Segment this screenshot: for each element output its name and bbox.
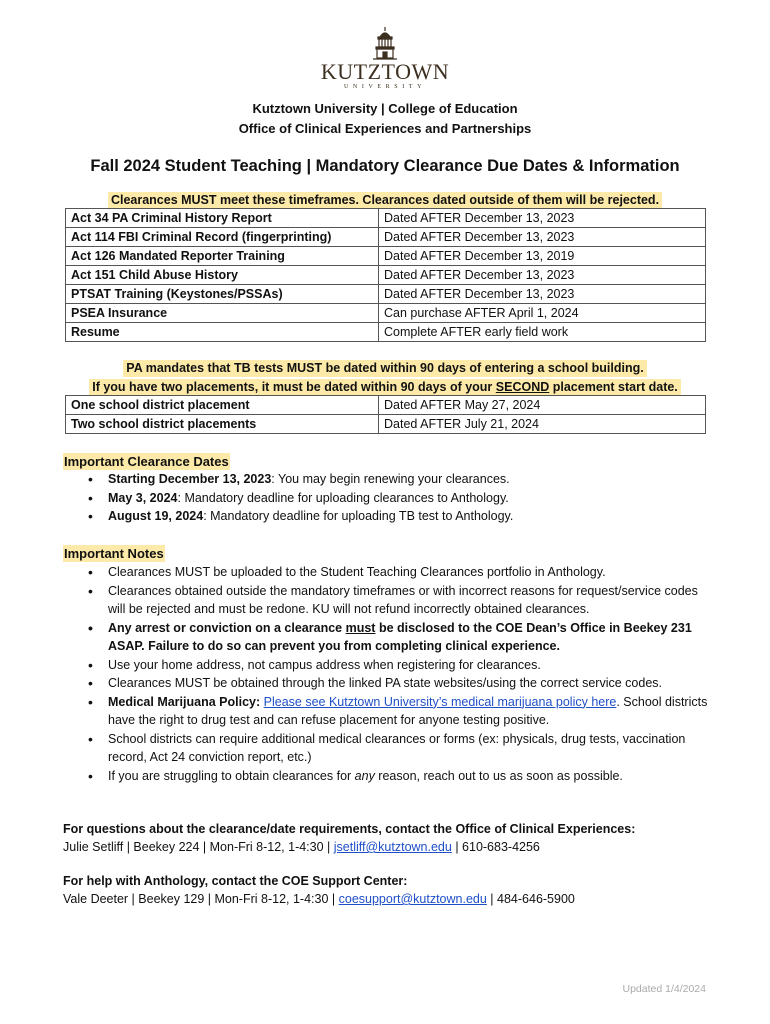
page-title: Fall 2024 Student Teaching | Mandatory Clearance Due Dates & Information (90, 157, 680, 175)
note-text: Any arrest or conviction on a clearance (108, 620, 346, 635)
clearance-requirement: Dated AFTER December 13, 2023 (379, 228, 706, 247)
table-row (66, 323, 706, 342)
list-item (88, 693, 708, 730)
notes-list (88, 563, 708, 785)
clearance-requirement: Complete AFTER early field work (379, 323, 706, 342)
contact-text: | 484-646-5900 (486, 892, 575, 906)
note-text: reason, reach out to us as soon as possible. (374, 768, 623, 783)
contact-support-heading: For help with Anthology, contact the COE Support Center: (63, 874, 408, 888)
list-item: • Clearances MUST be uploaded to the Student Teaching Clearances portfolio in Anthology. (88, 563, 708, 582)
note-any: any (354, 768, 375, 783)
list-item (88, 767, 708, 786)
table-row (66, 285, 706, 304)
list-item (88, 619, 708, 656)
tb-banner-wrap-2 (0, 378, 770, 396)
date-text: : Mandatory deadline for uploading clearances to Anthology. (177, 490, 509, 505)
contact-support (63, 872, 713, 908)
note-must: must (345, 620, 376, 635)
contact-text: | 610-683-4256 (451, 840, 540, 854)
email-link-coesupport[interactable]: coesupport@kutztown.edu (338, 892, 487, 906)
header-university: Kutztown University | College of Education (252, 101, 518, 116)
list-item: • Use your home address, not campus address when registering for clearances. (88, 656, 708, 675)
clearance-requirement: Dated AFTER December 13, 2023 (379, 209, 706, 228)
clearance-requirement: Dated AFTER December 13, 2023 (379, 266, 706, 285)
clearance-requirement: Dated AFTER December 13, 2019 (379, 247, 706, 266)
clearance-table (65, 208, 706, 342)
clearance-label: Act 126 Mandated Reporter Training (66, 247, 379, 266)
tb-banner-text-b: placement start date. (549, 380, 678, 394)
contact-text: Vale Deeter | Beekey 129 | Mon-Fri 8-12, 1-4:30 | (63, 892, 339, 906)
list-item (88, 489, 708, 508)
logo-subtitle: UNIVERSITY (344, 84, 426, 90)
list-item: • School districts can require additional medical clearances or forms (ex: physicals, drug tests, vaccination record, Act 24 conviction report, etc.) (88, 730, 708, 767)
note-policy-label: Medical Marijuana Policy: (108, 694, 261, 709)
note-text: be disclosed to the COE Dean’s Office in Beekey 231 ASAP. Failure to do so can prevent you from completing clinical experience. (108, 620, 692, 653)
placement-label: Two school district placements (66, 415, 379, 434)
tb-banner-wrap-1 (0, 359, 770, 377)
tb-banner-text-a: If you have two placements, it must be dated within 90 days of your (92, 380, 496, 394)
list-item: • Clearances MUST be obtained through the linked PA state websites/using the correct service codes. (88, 674, 708, 693)
tb-banner-line2 (89, 379, 681, 396)
clearance-requirement: Can purchase AFTER April 1, 2024 (379, 304, 706, 323)
date-bold: August 19, 2024 (108, 509, 204, 523)
bell-tower-icon (370, 26, 400, 60)
tb-banner-line1: PA mandates that TB tests MUST be dated within 90 days of entering a school building. (123, 360, 646, 377)
tb-table (65, 395, 706, 434)
date-text: : You may begin renewing your clearances. (271, 472, 510, 486)
clearance-label: PSEA Insurance (66, 304, 379, 323)
placement-requirement: Dated AFTER July 21, 2024 (379, 415, 706, 434)
table-row (66, 304, 706, 323)
clearance-label: Act 151 Child Abuse History (66, 266, 379, 285)
table-row (66, 228, 706, 247)
clearance-requirement: Dated AFTER December 13, 2023 (379, 285, 706, 304)
clearance-banner: Clearances MUST meet these timeframes. Clearances dated outside of them will be rejected. (108, 192, 662, 209)
dates-heading: Important Clearance Dates (64, 454, 229, 469)
marijuana-policy-link[interactable]: Please see Kutztown University’s medical marijuana policy here (263, 694, 617, 709)
table-row (66, 247, 706, 266)
contact-clinical-heading: For questions about the clearance/date requirements, contact the Office of Clinical Experiences: (63, 822, 636, 836)
clearance-label: Resume (66, 323, 379, 342)
placement-label: One school district placement (66, 396, 379, 415)
updated-date: Updated 1/4/2024 (622, 983, 706, 995)
list-item (88, 507, 708, 526)
notes-heading: Important Notes (64, 546, 164, 561)
contact-text: Julie Setliff | Beekey 224 | Mon-Fri 8-12, 1-4:30 | (63, 840, 334, 854)
logo-wordmark: KUTZTOWN (320, 59, 450, 84)
date-bold: Starting December 13, 2023 (108, 472, 272, 486)
clearance-label: Act 34 PA Criminal History Report (66, 209, 379, 228)
clearance-label: PTSAT Training (Keystones/PSSAs) (66, 285, 379, 304)
dates-list (88, 470, 708, 526)
tb-banner-second: SECOND (495, 380, 550, 394)
contact-clinical-line (63, 838, 713, 856)
header-office: Office of Clinical Experiences and Partnerships (238, 121, 532, 136)
kutztown-logo (320, 26, 450, 98)
table-row (66, 415, 706, 434)
placement-requirement: Dated AFTER May 27, 2024 (379, 396, 706, 415)
table-row (66, 396, 706, 415)
note-text: . School districts have the right to drug test and can refuse placement for anyone testing positive. (108, 694, 708, 727)
table-row (66, 209, 706, 228)
clearance-banner-wrap (0, 191, 770, 209)
email-link-jsetliff[interactable]: jsetliff@kutztown.edu (333, 840, 452, 854)
table-row (66, 266, 706, 285)
clearance-label: Act 114 FBI Criminal Record (fingerprinting) (66, 228, 379, 247)
list-item: • Clearances obtained outside the mandatory timeframes or with incorrect reasons for request/service codes will be rejected and must be redone. KU will not refund incorrectly obtained clearances. (88, 582, 708, 619)
note-text: If you are struggling to obtain clearances for (108, 768, 355, 783)
contact-support-line (63, 890, 713, 908)
date-text: : Mandatory deadline for uploading TB test to Anthology. (203, 509, 514, 523)
contact-clinical (63, 820, 713, 856)
list-item (88, 470, 708, 489)
date-bold: May 3, 2024 (108, 490, 178, 505)
